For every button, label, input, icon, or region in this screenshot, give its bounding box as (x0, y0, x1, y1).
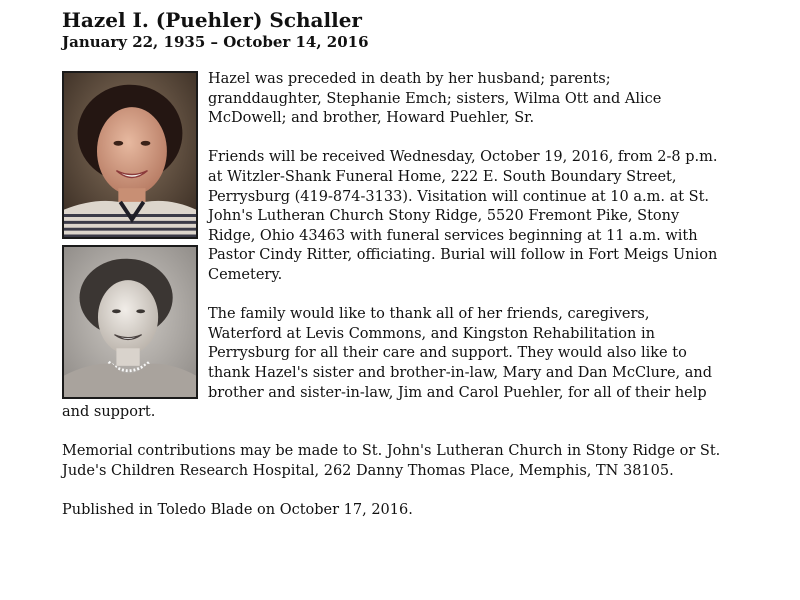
photo-float-spacer (62, 70, 208, 403)
paragraph-published: Published in Toledo Blade on October 17, 2016. (62, 502, 413, 519)
life-dates: January 22, 1935 – October 14, 2016 (62, 33, 369, 51)
paragraph-thanks: The family would like to thank all of her friends, caregivers, Waterford at Levis Commons, and Kingston Rehabilitation in Perrysburg for all their care and support. They would also like to thank Hazel's sister and brother-in-law, Mary and Dan McClure, and brother and sister-in-law, Jim and Carol Puehler, for all of their help and support. (62, 306, 713, 421)
paragraph-services: Friends will be received Wednesday, October 19, 2016, from 2-8 p.m. at Witzler-Shank Funeral Home, 222 E. South Boundary Street, Perrysburg (419-874-3133). Visitation will continue at 10 a.m. at St. John's Lutheran Church Stony Ridge, 5520 Fremont Pike, Stony Ridge, Ohio 43463 with funeral services beginning at 11 a.m. with Pastor Cindy Ritter, officiating. Burial will follow in Fort Meigs Union Cemetery. (208, 149, 718, 283)
obituary-body (62, 70, 722, 540)
deceased-name: Hazel I. (Puehler) Schaller (62, 8, 362, 32)
paragraph-survivors: Hazel was preceded in death by her husband; parents; granddaughter, Stephanie Emch; sisters, Wilma Ott and Alice McDowell; and brother, Howard Puehler, Sr. (208, 71, 662, 127)
paragraph-memorials: Memorial contributions may be made to St. John's Lutheran Church in Stony Ridge or St. Jude's Children Research Hospital, 262 Danny Thomas Place, Memphis, TN 38105. (62, 443, 721, 479)
